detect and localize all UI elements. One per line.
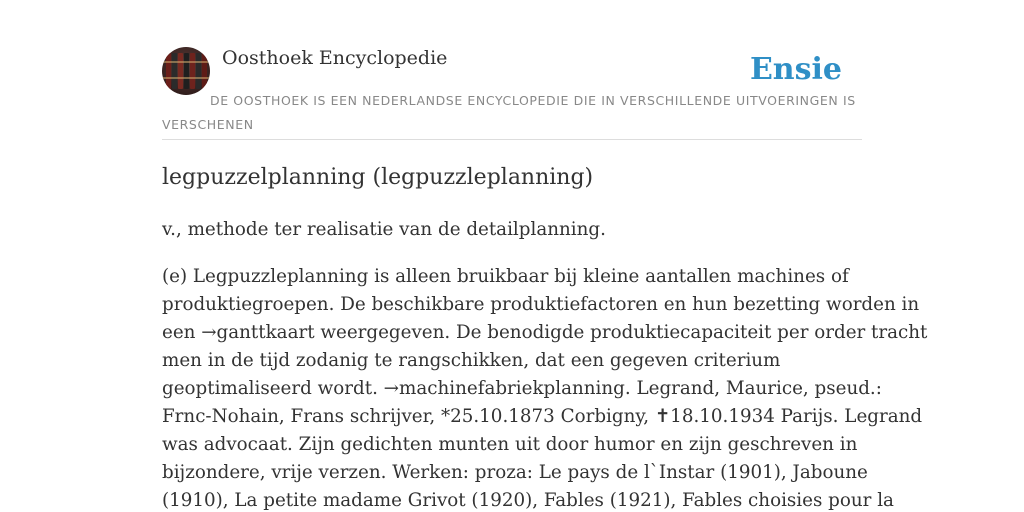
body-line: was advocaat. Zijn gedichten munten uit door humor en zijn geschreven in [162,434,858,455]
body-line: (e) Legpuzzleplanning is alleen bruikbaar bij kleine aantallen machines of [162,266,849,287]
site-tagline: DE OOSTHOEK IS EEN NEDERLANDSE ENCYCLOPEDIE DIE IN VERSCHILLENDE UITVOERINGEN IS VERSCHENEN [162,93,856,132]
site-header [162,0,862,140]
entry-definition: v., methode ter realisatie van de detailplanning. [162,219,606,240]
book-spine-icon [190,53,195,89]
book-band [162,61,210,63]
book-spine-icon [172,53,177,89]
body-line: bijzondere, vrije verzen. Werken: proza: Le pays de l`Instar (1901), Jaboune [162,462,868,483]
book-spine-icon [184,53,189,89]
site-title[interactable]: Oosthoek Encyclopedie [222,47,448,69]
body-line: produktiegroepen. De beschikbare produktiefactoren en hun bezetting worden in [162,294,920,315]
ensie-logo[interactable]: Ensie [749,52,842,87]
entry-title: legpuzzelplanning (legpuzzleplanning) [162,165,594,190]
entry-body [162,263,928,512]
body-line: Frnc-Nohain, Frans schrijver, *25.10.1873 Corbigny, ✝18.10.1934 Parijs. Legrand [162,406,923,427]
book-spine-icon [202,53,207,89]
content-container [162,0,928,511]
encyclopedia-avatar[interactable] [162,47,210,95]
book-spine-icon [178,53,183,89]
book-band [162,77,210,79]
book-spine-icon [166,53,171,89]
body-line: (1910), La petite madame Grivot (1920), Fables (1921), Fables choisies pour la [162,490,894,511]
body-line: geoptimaliseerd wordt. →machinefabriekplanning. Legrand, Maurice, pseud.: [162,378,882,399]
body-line: men in de tijd zodanig te rangschikken, dat een gegeven criterium [162,350,781,371]
body-line: een →ganttkaart weergegeven. De benodigde produktiecapaciteit per order tracht [162,322,928,343]
book-spine-icon [196,53,201,89]
